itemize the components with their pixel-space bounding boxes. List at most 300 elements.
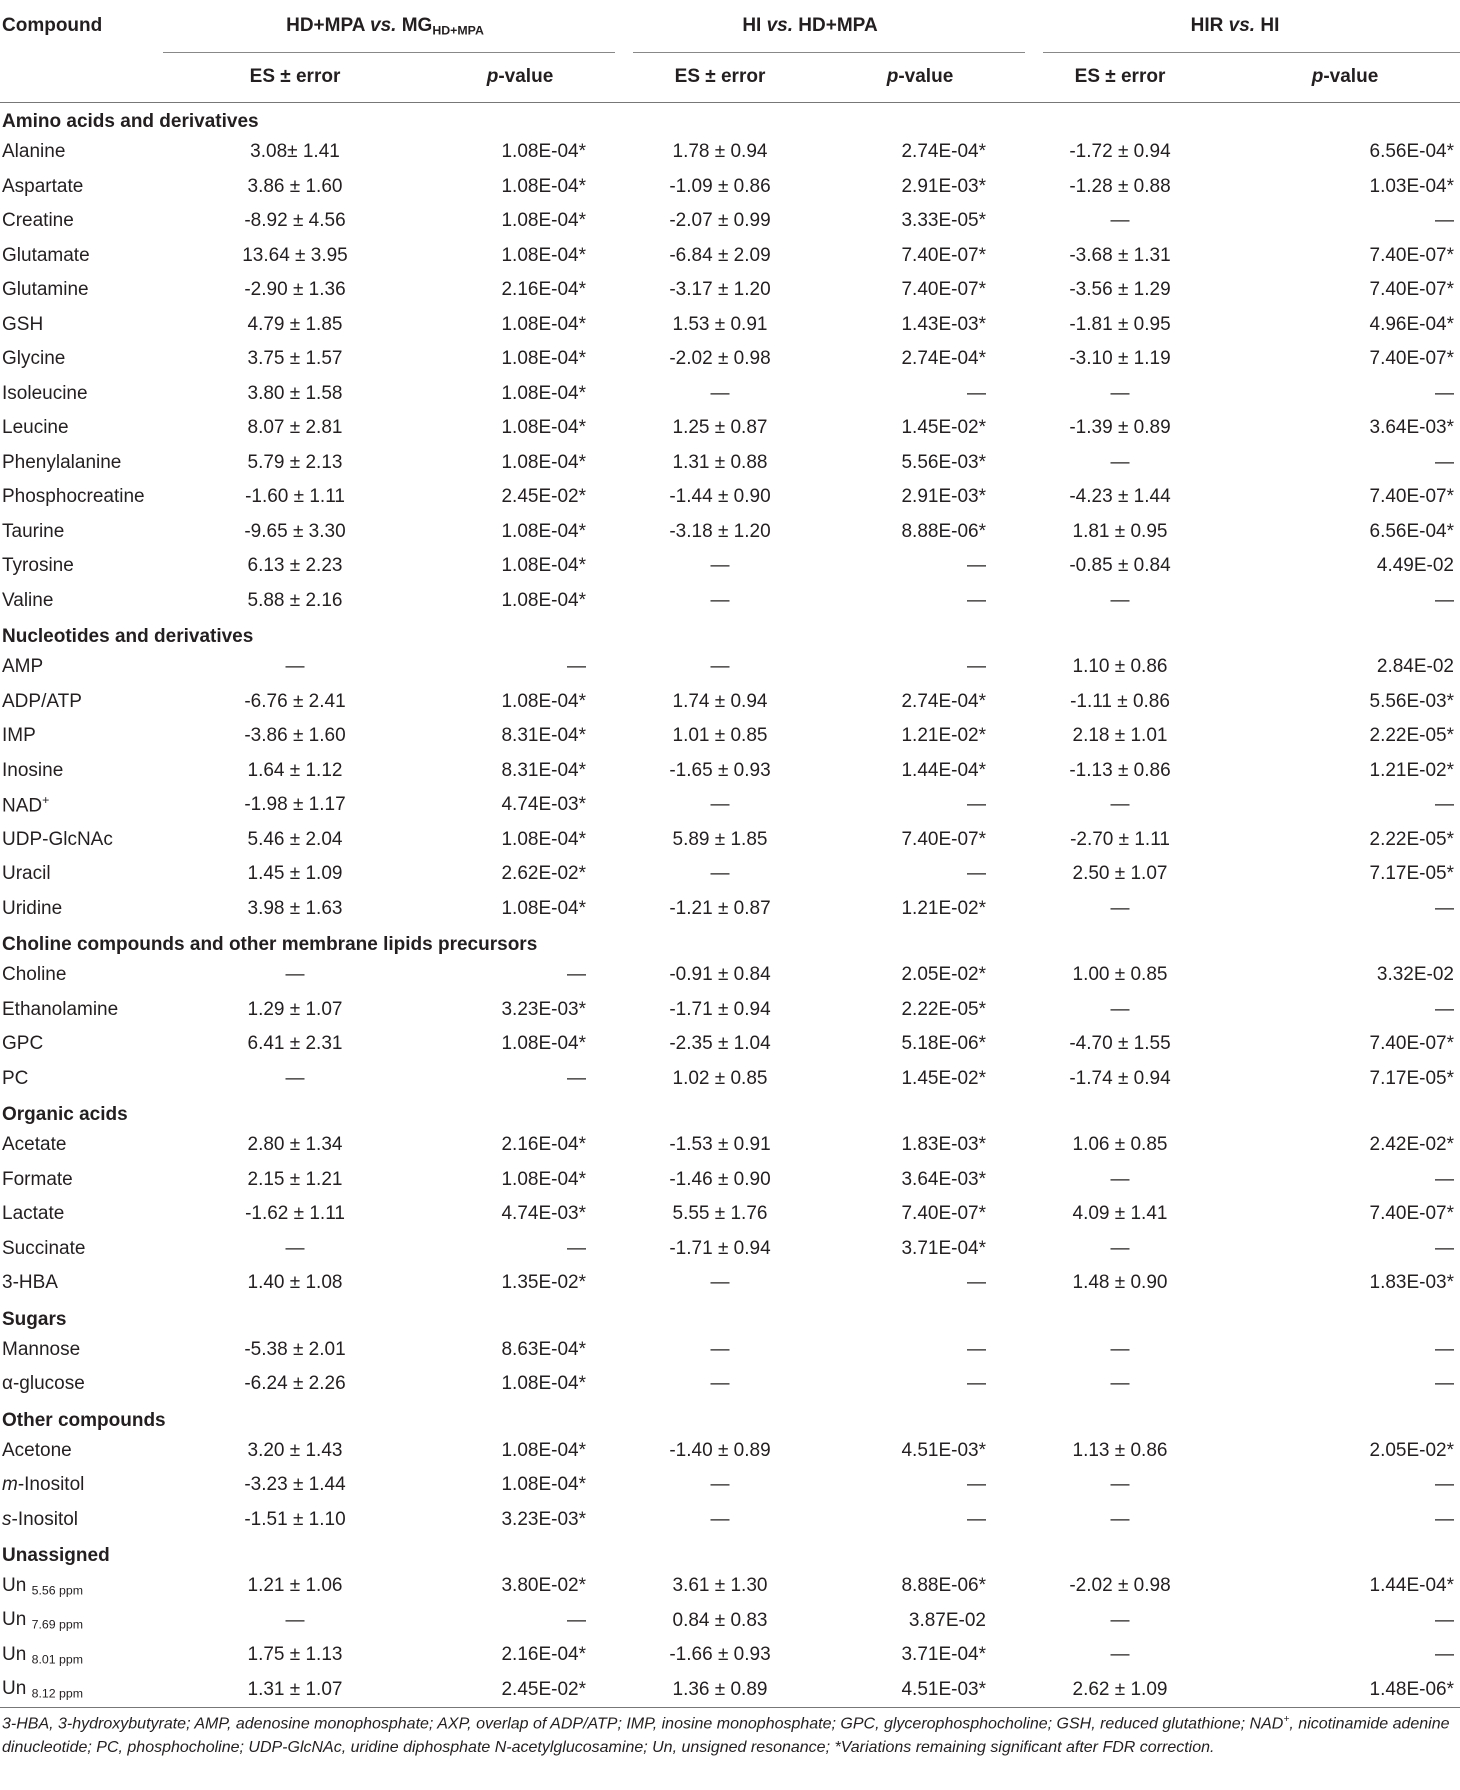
es-cell: — [1110, 1168, 1130, 1190]
table-row [0, 958, 1460, 993]
p-value-cell: 3.23E-03* [501, 1508, 586, 1530]
table-row [0, 273, 1460, 308]
es-cell: 3.86 ± 1.60 [247, 175, 343, 197]
p-value-cell: 1.08E-04* [501, 417, 586, 439]
p-value-cell: 2.84E-02 [1376, 656, 1455, 678]
p-value-cell: 3.64E-03* [901, 1168, 986, 1190]
p-value-cell: 2.74E-04* [901, 141, 986, 163]
es-cell: — [710, 863, 730, 885]
es-cell: — [1110, 998, 1130, 1020]
p-value-cell: — [967, 794, 986, 816]
es-cell: -5.38 ± 2.01 [244, 1338, 346, 1360]
es-cell: 1.64 ± 1.12 [247, 759, 343, 781]
compound-name: Alanine [2, 141, 66, 163]
table-row [0, 892, 1460, 927]
group-header-1: HD+MPA vs. $MG_{HD+MPA}$ [286, 14, 484, 38]
p-value-cell: 1.08E-04* [501, 1373, 586, 1395]
compound-name: IMP [2, 725, 36, 747]
p-value-cell: 8.88E-06* [901, 520, 986, 542]
es-cell: 1.13 ± 0.86 [1072, 1439, 1168, 1461]
compound-name: Un $_{7.69 ppm}$ [2, 1609, 84, 1633]
es-cell: 3.98 ± 1.63 [247, 897, 343, 919]
p-value-cell: 7.40E-07* [901, 279, 986, 301]
compound-name: Valine [2, 589, 54, 611]
table-row [0, 584, 1460, 619]
es-header: ES ± error [1074, 66, 1166, 87]
es-cell: -6.84 ± 2.09 [669, 244, 771, 266]
table-row [0, 823, 1460, 858]
es-cell: 1.36 ± 0.89 [672, 1678, 768, 1700]
compound-name: GPC [2, 1033, 44, 1055]
p-value-cell: 2.45E-02* [501, 486, 586, 508]
p-value-cell: 3.71E-04* [901, 1237, 986, 1259]
p-value-cell: 1.44E-04* [1369, 1575, 1455, 1597]
p-value-cell: — [1435, 1508, 1455, 1530]
section-title: Amino acids and derivatives [2, 111, 259, 132]
es-cell: 5.89 ± 1.85 [672, 828, 768, 850]
table-row [0, 480, 1460, 515]
p-value-cell: 4.96E-04* [1369, 313, 1455, 335]
es-cell: -2.07 ± 0.99 [669, 210, 771, 232]
es-cell: — [710, 382, 730, 404]
p-value-cell: — [1435, 210, 1455, 232]
table-footnote: 3-HBA, 3-hydroxybutyrate; AMP, adenosine monophosphate; AXP, overlap of ADP/ATP; IMP, inosine monophosphate; GPC, glycerophosphocholine; GSH, reduced glutathione; NAD+, nicotinamide adenine dinucleotide; PC, phosphocholine; UDP-GlcNAc, uridine diphosphate N-acetylglucosamine; Un, unsigned resonance; *Variations remaining significant after FDR correction. [2, 1714, 1450, 1757]
p-value-cell: 7.40E-07* [1369, 486, 1455, 508]
table-row [0, 342, 1460, 377]
es-cell: 0.84 ± 0.83 [672, 1609, 768, 1631]
es-cell: 1.81 ± 0.95 [1072, 520, 1168, 542]
es-cell: — [710, 1373, 730, 1395]
es-cell: 1.10 ± 0.86 [1072, 656, 1168, 678]
p-value-cell: 7.40E-07* [901, 244, 986, 266]
p-value-cell: — [967, 589, 986, 611]
table-row [0, 1604, 1460, 1639]
table-row [0, 1163, 1460, 1198]
p-value-cell: 3.33E-05* [901, 210, 986, 232]
es-cell: — [1110, 1474, 1130, 1496]
es-cell: -2.02 ± 0.98 [669, 348, 771, 370]
p-value-cell: — [567, 656, 586, 678]
p-value-cell: — [1435, 1609, 1455, 1631]
p-value-cell: 1.44E-04* [901, 759, 986, 781]
group-underline-2 [633, 52, 1025, 53]
es-cell: 6.13 ± 2.23 [247, 555, 343, 577]
es-cell: 5.46 ± 2.04 [247, 828, 343, 850]
compound-name: Un $_{5.56 ppm}$ [2, 1574, 84, 1598]
es-cell: 1.40 ± 1.08 [247, 1272, 343, 1294]
es-cell: 3.80 ± 1.58 [247, 382, 343, 404]
p-header: p-value [886, 66, 954, 87]
p-value-cell: 1.48E-06* [1369, 1678, 1455, 1700]
section-title: Organic acids [2, 1104, 128, 1125]
group-header-row [0, 0, 1460, 52]
compound-header: Compound [2, 15, 103, 36]
es-cell: — [710, 1338, 730, 1360]
compound-name: Glycine [2, 348, 66, 370]
es-cell: 6.41 ± 2.31 [247, 1033, 343, 1055]
compound-name: Glutamine [2, 279, 89, 301]
es-cell: -6.24 ± 2.26 [244, 1373, 346, 1395]
p-value-cell: 3.80E-02* [501, 1575, 586, 1597]
es-cell: — [1110, 897, 1130, 919]
compound-name: NAD+ [2, 793, 50, 817]
p-value-cell: 2.16E-04* [501, 1644, 586, 1666]
table-row [0, 170, 1460, 205]
es-cell: 1.25 ± 0.87 [672, 417, 768, 439]
es-cell: — [1110, 794, 1130, 816]
es-cell: 1.48 ± 0.90 [1072, 1272, 1168, 1294]
p-value-cell: 1.08E-04* [501, 1474, 586, 1496]
es-cell: -1.98 ± 1.17 [244, 794, 346, 816]
section-header [0, 1096, 1460, 1128]
p-value-cell: — [967, 382, 986, 404]
table-row [0, 1197, 1460, 1232]
section-title: Nucleotides and derivatives [2, 626, 254, 647]
es-cell: -3.68 ± 1.31 [1069, 244, 1171, 266]
p-value-cell: — [967, 656, 986, 678]
p-value-cell: 3.23E-03* [501, 998, 586, 1020]
compound-name: 3-HBA [2, 1272, 58, 1294]
es-cell: -6.76 ± 2.41 [244, 690, 346, 712]
compound-name: Succinate [2, 1237, 86, 1259]
table-row [0, 308, 1460, 343]
p-value-cell: 2.16E-04* [501, 279, 586, 301]
es-cell: -3.17 ± 1.20 [669, 279, 771, 301]
es-cell: 4.09 ± 1.41 [1072, 1203, 1168, 1225]
sub-header-row [0, 52, 1460, 103]
compound-name: Mannose [2, 1338, 81, 1360]
es-cell: -2.02 ± 0.98 [1069, 1575, 1171, 1597]
p-value-cell: 6.56E-04* [1369, 141, 1455, 163]
es-cell: -2.35 ± 1.04 [669, 1033, 771, 1055]
es-cell: 3.75 ± 1.57 [247, 348, 343, 370]
es-cell: 2.80 ± 1.34 [247, 1134, 343, 1156]
p-header: p-value [486, 66, 554, 87]
es-cell: 13.64 ± 3.95 [242, 244, 348, 266]
compound-name: Acetone [2, 1439, 72, 1461]
es-cell: — [285, 1237, 305, 1259]
es-cell: — [285, 964, 305, 986]
es-cell: — [710, 555, 730, 577]
es-cell: -1.72 ± 0.94 [1069, 141, 1171, 163]
compound-name: Isoleucine [2, 382, 88, 404]
p-value-cell: — [967, 555, 986, 577]
es-cell: -1.44 ± 0.90 [669, 486, 771, 508]
es-cell: — [285, 1609, 305, 1631]
table-row [0, 719, 1460, 754]
es-cell: 8.07 ± 2.81 [247, 417, 343, 439]
es-cell: 1.02 ± 0.85 [672, 1067, 768, 1089]
section-title: Sugars [2, 1308, 67, 1330]
table-row [0, 1266, 1460, 1301]
es-cell: -1.60 ± 1.11 [245, 486, 345, 508]
table-row [0, 1128, 1460, 1163]
p-value-cell: 7.40E-07* [1369, 1033, 1455, 1055]
es-cell: -3.86 ± 1.60 [244, 725, 346, 747]
table-row [0, 1434, 1460, 1469]
table-row [0, 1638, 1460, 1673]
section-header [0, 926, 1460, 958]
p-value-cell: 7.17E-05* [1369, 863, 1455, 885]
p-value-cell: — [1435, 1474, 1455, 1496]
es-cell: 1.31 ± 1.07 [247, 1678, 343, 1700]
p-value-cell: 7.40E-07* [1369, 244, 1455, 266]
table-row [0, 685, 1460, 720]
p-value-cell: — [567, 1067, 586, 1089]
compound-name: ADP/ATP [2, 690, 82, 712]
p-value-cell: — [1435, 1237, 1455, 1259]
es-cell: -1.81 ± 0.95 [1069, 313, 1171, 335]
p-value-cell: 1.08E-04* [501, 690, 586, 712]
compound-name: AMP [2, 656, 44, 678]
es-cell: — [1110, 1609, 1130, 1631]
table-row [0, 377, 1460, 412]
p-value-cell: — [1435, 998, 1455, 1020]
compound-name: Choline [2, 964, 67, 986]
es-cell: -1.71 ± 0.94 [669, 998, 771, 1020]
es-cell: 2.50 ± 1.07 [1072, 863, 1168, 885]
p-value-cell: — [1435, 382, 1455, 404]
p-value-cell: 7.40E-07* [1369, 348, 1455, 370]
p-value-cell: 1.21E-02* [1369, 759, 1455, 781]
compound-name: Uridine [2, 897, 63, 919]
es-cell: 2.62 ± 1.09 [1072, 1678, 1168, 1700]
table-row [0, 239, 1460, 274]
table-row [0, 515, 1460, 550]
es-cell: — [1110, 1338, 1130, 1360]
compound-name: Ethanolamine [2, 998, 119, 1020]
es-cell: -4.23 ± 1.44 [1069, 486, 1171, 508]
p-value-cell: 1.08E-04* [501, 141, 586, 163]
p-value-cell: — [1435, 794, 1455, 816]
es-header: ES ± error [249, 66, 341, 87]
p-value-cell: — [1435, 1644, 1455, 1666]
es-cell: 3.61 ± 1.30 [672, 1575, 768, 1597]
es-cell: 4.79 ± 1.85 [247, 313, 343, 335]
es-cell: 1.00 ± 0.85 [1072, 964, 1168, 986]
es-cell: -1.71 ± 0.94 [669, 1237, 771, 1259]
table-row [0, 204, 1460, 239]
p-value-cell: 5.18E-06* [901, 1033, 986, 1055]
p-value-cell: 7.40E-07* [901, 828, 986, 850]
compound-name: Phenylalanine [2, 451, 122, 473]
es-cell: -1.40 ± 0.89 [669, 1439, 771, 1461]
es-cell: -1.65 ± 0.93 [669, 759, 771, 781]
es-cell: -4.70 ± 1.55 [1069, 1033, 1171, 1055]
section-header [0, 1537, 1460, 1569]
es-cell: 3.08± 1.41 [250, 141, 340, 163]
section-title: Unassigned [2, 1545, 110, 1566]
es-cell: -3.56 ± 1.29 [1069, 279, 1171, 301]
es-cell: — [1110, 382, 1130, 404]
es-cell: 1.45 ± 1.09 [247, 863, 343, 885]
es-cell: 1.53 ± 0.91 [672, 313, 768, 335]
p-value-cell: 8.31E-04* [501, 725, 586, 747]
p-value-cell: 2.16E-04* [501, 1134, 586, 1156]
es-cell: 1.21 ± 1.06 [247, 1575, 343, 1597]
p-value-cell: — [1435, 589, 1455, 611]
p-value-cell: 8.88E-06* [901, 1575, 986, 1597]
es-cell: -1.66 ± 0.93 [669, 1644, 771, 1666]
p-value-cell: 2.91E-03* [901, 175, 986, 197]
p-value-cell: 3.87E-02 [908, 1609, 986, 1631]
section-header [0, 103, 1460, 136]
group-header-3: HIR vs. HI [1190, 15, 1280, 36]
p-value-cell: 2.05E-02* [1369, 1439, 1455, 1461]
table-row [0, 1503, 1460, 1538]
p-value-cell: 1.45E-02* [901, 1067, 986, 1089]
compound-name: GSH [2, 313, 44, 335]
es-cell: — [710, 794, 730, 816]
es-cell: — [710, 1272, 730, 1294]
compound-name: Creatine [2, 210, 74, 232]
p-value-cell: — [967, 1373, 986, 1395]
table-row [0, 1027, 1460, 1062]
es-cell: -1.74 ± 0.94 [1069, 1067, 1171, 1089]
table-row [0, 1333, 1460, 1368]
es-cell: 5.79 ± 2.13 [247, 451, 343, 473]
p-value-cell: 3.64E-03* [1369, 417, 1455, 439]
es-cell: -8.92 ± 4.56 [244, 210, 346, 232]
es-cell: — [1110, 1644, 1130, 1666]
es-cell: — [710, 1474, 730, 1496]
p-value-cell: 2.45E-02* [501, 1678, 586, 1700]
es-cell: 2.18 ± 1.01 [1072, 725, 1168, 747]
p-value-cell: 7.40E-07* [1369, 279, 1455, 301]
p-value-cell: 1.08E-04* [501, 1168, 586, 1190]
es-cell: 2.15 ± 1.21 [247, 1168, 343, 1190]
compound-name: Lactate [2, 1203, 65, 1225]
p-value-cell: 1.08E-04* [501, 313, 586, 335]
compound-name: Un $_{8.12 ppm}$ [2, 1678, 84, 1702]
compound-name: Aspartate [2, 175, 84, 197]
compound-name: Uracil [2, 863, 51, 885]
p-value-cell: 1.83E-03* [1369, 1272, 1455, 1294]
section-header [0, 618, 1460, 650]
p-value-cell: 2.42E-02* [1369, 1134, 1455, 1156]
p-value-cell: 1.21E-02* [901, 897, 986, 919]
table-row [0, 993, 1460, 1028]
es-cell: — [1110, 210, 1130, 232]
p-value-cell: 5.56E-03* [1369, 690, 1455, 712]
p-value-cell: 1.08E-04* [501, 555, 586, 577]
p-value-cell: 7.40E-07* [1369, 1203, 1455, 1225]
es-cell: -1.46 ± 0.90 [669, 1168, 771, 1190]
section-title: Choline compounds and other membrane lipids precursors [2, 934, 538, 955]
es-cell: — [1110, 1508, 1130, 1530]
compound-name: Acetate [2, 1134, 67, 1156]
p-value-cell: 2.22E-05* [1369, 725, 1455, 747]
es-cell: -1.21 ± 0.87 [669, 897, 771, 919]
p-value-cell: 1.08E-04* [501, 175, 586, 197]
table-row [0, 857, 1460, 892]
table-row [0, 549, 1460, 584]
compound-name: Un $_{8.01 ppm}$ [2, 1643, 84, 1667]
es-cell: -1.53 ± 0.91 [669, 1134, 771, 1156]
p-value-cell: 1.08E-04* [501, 210, 586, 232]
table-row [0, 135, 1460, 170]
p-value-cell: 1.08E-04* [501, 897, 586, 919]
es-cell: 1.29 ± 1.07 [247, 998, 343, 1020]
es-cell: -1.13 ± 0.86 [1069, 759, 1171, 781]
p-value-cell: 1.21E-02* [901, 725, 986, 747]
es-header: ES ± error [674, 66, 766, 87]
compound-name: s-Inositol [2, 1508, 79, 1530]
p-value-cell: — [967, 1474, 986, 1496]
p-value-cell: — [967, 1338, 986, 1360]
es-cell: -1.11 ± 0.86 [1070, 690, 1170, 712]
p-value-cell: — [1435, 897, 1455, 919]
p-value-cell: 3.71E-04* [901, 1644, 986, 1666]
es-cell: — [285, 656, 305, 678]
compound-name: m-Inositol [2, 1474, 85, 1496]
es-cell: -1.28 ± 0.88 [1069, 175, 1171, 197]
es-cell: -2.70 ± 1.11 [1070, 828, 1170, 850]
group-header-2: HI vs. HD+MPA [742, 15, 878, 36]
es-cell: -0.91 ± 0.84 [669, 964, 771, 986]
es-cell: -3.23 ± 1.44 [244, 1474, 346, 1496]
p-value-cell: — [567, 1609, 586, 1631]
table-row [0, 1569, 1460, 1604]
p-value-cell: 1.08E-04* [501, 828, 586, 850]
p-value-cell: 3.32E-02 [1376, 964, 1455, 986]
p-value-cell: 2.74E-04* [901, 348, 986, 370]
table-row [0, 446, 1460, 481]
p-header: p-value [1311, 66, 1379, 87]
compound-name: Taurine [2, 520, 65, 542]
es-cell: -2.90 ± 1.36 [244, 279, 346, 301]
p-value-cell: 1.08E-04* [501, 382, 586, 404]
p-value-cell: 5.56E-03* [901, 451, 986, 473]
es-cell: 1.78 ± 0.94 [672, 141, 768, 163]
p-value-cell: 1.08E-04* [501, 589, 586, 611]
p-value-cell: 4.74E-03* [501, 794, 586, 816]
p-value-cell: 2.74E-04* [901, 690, 986, 712]
p-value-cell: 7.17E-05* [1369, 1067, 1455, 1089]
p-value-cell: 8.31E-04* [501, 759, 586, 781]
table-row [0, 1062, 1460, 1097]
table-row [0, 411, 1460, 446]
table-row [0, 1232, 1460, 1267]
p-value-cell: 2.22E-05* [1369, 828, 1455, 850]
p-value-cell: — [567, 1237, 586, 1259]
table-body [0, 103, 1460, 1708]
es-cell: 1.31 ± 0.88 [672, 451, 768, 473]
p-value-cell: — [1435, 1338, 1455, 1360]
es-cell: — [285, 1067, 305, 1089]
compound-name: α-glucose [2, 1373, 85, 1395]
es-cell: -1.62 ± 1.11 [245, 1203, 345, 1225]
p-value-cell: 6.56E-04* [1369, 520, 1455, 542]
p-value-cell: 1.43E-03* [901, 313, 986, 335]
section-header [0, 1301, 1460, 1333]
p-value-cell: — [967, 863, 986, 885]
table-row [0, 1673, 1460, 1708]
p-value-cell: 2.05E-02* [901, 964, 986, 986]
compound-name: Inosine [2, 759, 64, 781]
p-value-cell: 1.08E-04* [501, 244, 586, 266]
p-value-cell: 2.22E-05* [901, 998, 986, 1020]
es-cell: -1.39 ± 0.89 [1069, 417, 1171, 439]
es-cell: -3.10 ± 1.19 [1069, 348, 1171, 370]
p-value-cell: 4.74E-03* [501, 1203, 586, 1225]
es-cell: -1.09 ± 0.86 [669, 175, 771, 197]
p-value-cell: 1.08E-04* [501, 520, 586, 542]
es-cell: 1.01 ± 0.85 [672, 725, 768, 747]
compound-name: Phosphocreatine [2, 486, 145, 508]
es-cell: 1.06 ± 0.85 [1072, 1134, 1168, 1156]
table-row [0, 754, 1460, 789]
